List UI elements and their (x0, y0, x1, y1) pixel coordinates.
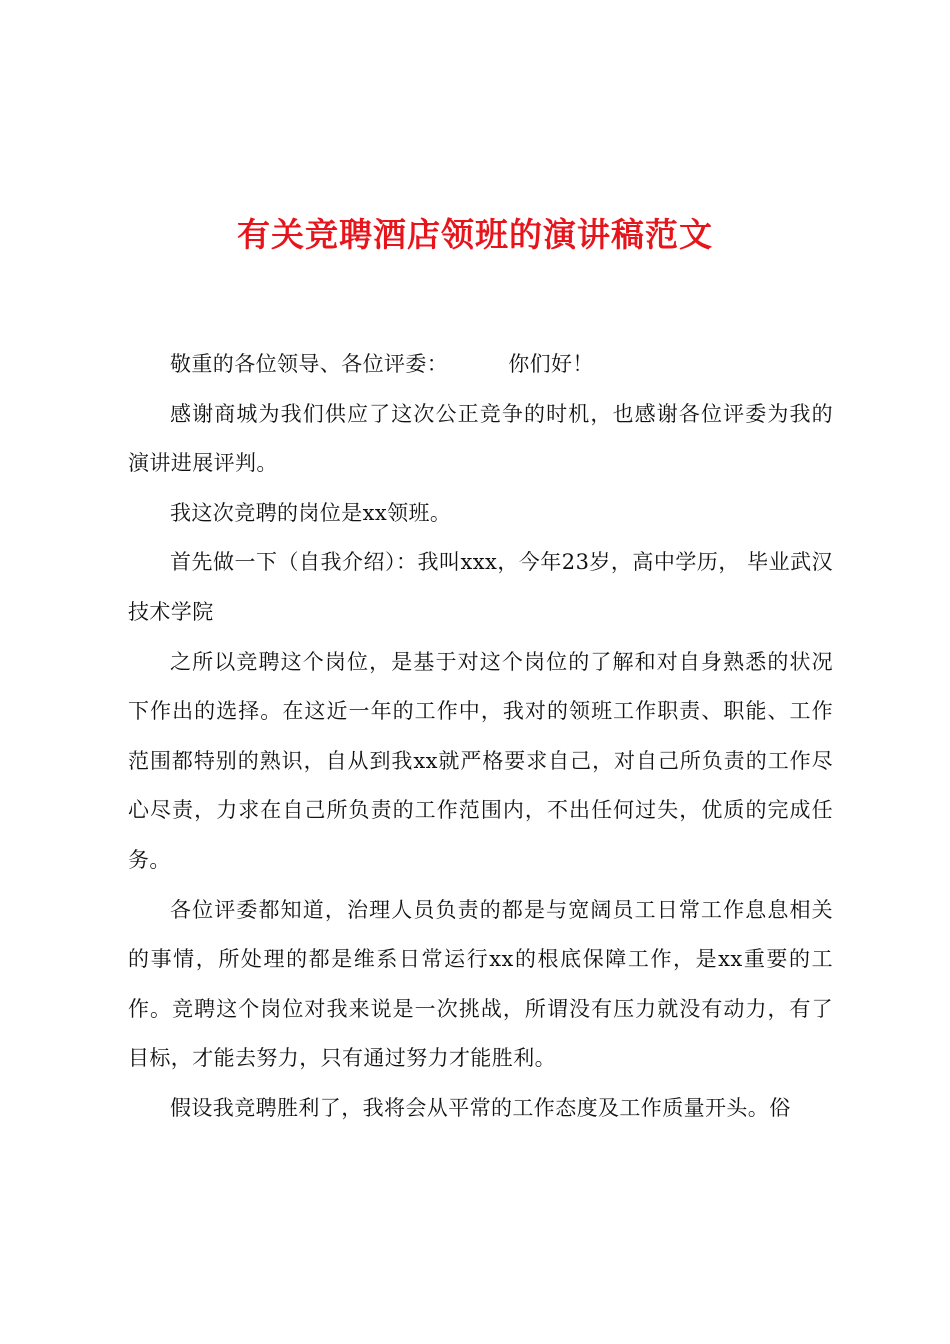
paragraph-plan: 假设我竞聘胜利了，我将会从平常的工作态度及工作质量开头。俗 (170, 1095, 791, 1120)
paragraph-challenge: 各位评委都知道，治理人员负责的都是与宽阔员工日常工作息息相关的事情，所处理的都是维系日常运行xx的根底保障工作，是xx重要的工作。竞聘这个岗位对我来说是一次挑战，所谓没有压力就没有动力，有了目标，才能去努力，只有通过努力才能胜利。 (128, 897, 833, 1071)
paragraph-position: 我这次竞聘的岗位是xx领班。 (170, 500, 452, 525)
document-body (128, 340, 833, 1134)
paragraph-thanks: 感谢商城为我们供应了这次公正竞争的时机，也感谢各位评委为我的演讲进展评判。 (128, 401, 833, 476)
paragraph-introduction: 首先做一下（自我介绍）：我叫xxx，今年23岁，高中学历， 毕业武汉技术学院 (128, 550, 833, 624)
salutation-paragraph (128, 340, 833, 390)
salutation-greeting: 你们好！ (508, 352, 594, 376)
salutation-addressee: 敬重的各位领导、各位评委： (170, 352, 449, 376)
document-title: 有关竞聘酒店领班的演讲稿范文 (237, 215, 713, 254)
paragraph-reason: 之所以竞聘这个岗位，是基于对这个岗位的了解和对自身熟悉的状况下作出的选择。在这近一年的工作中，我对的领班工作职责、职能、工作范围都特别的熟识，自从到我xx就严格要求自己，对自己所负责的工作尽心尽责，力求在自己所负责的工作范围内，不出任何过失，优质的完成任务。 (128, 649, 833, 872)
